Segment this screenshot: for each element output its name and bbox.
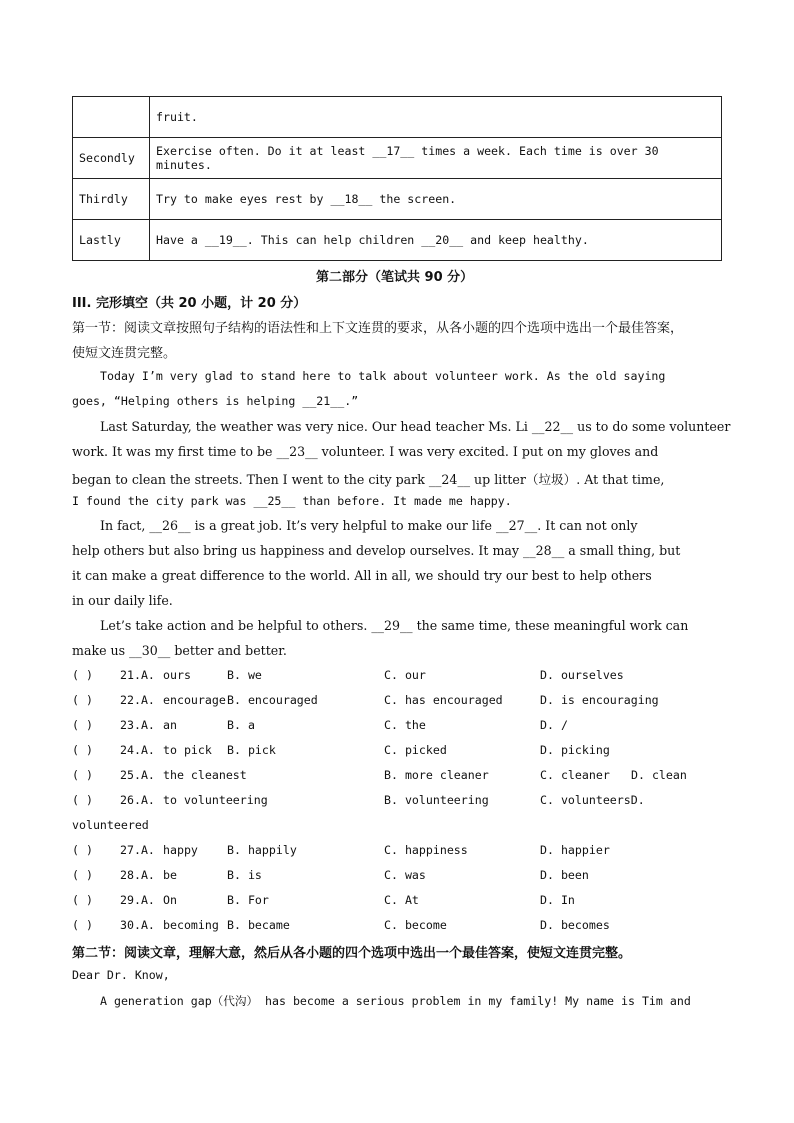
question-c: C. become [384, 918, 447, 932]
row-text: . This can help children [246, 233, 422, 247]
q26-wrap: volunteered [72, 818, 149, 832]
row-text: and keep healthy. [463, 233, 589, 247]
question-a: encourage [163, 693, 226, 707]
passage-line: Today I’m very glad to stand here to talk about volunteer work. As the old saying [100, 369, 666, 383]
blank-19: __19__ [204, 233, 247, 247]
question-b: B. a [227, 718, 255, 732]
rubric-table [72, 96, 722, 261]
question-paren: ( ) [72, 868, 93, 882]
row-text: Have a [156, 233, 205, 247]
letter-greeting: Dear Dr. Know, [72, 968, 170, 982]
row-text: the screen. [372, 192, 457, 206]
question-d: D. / [540, 718, 568, 732]
question-c: C. the [384, 718, 426, 732]
question-paren: ( ) [72, 793, 93, 807]
passage-line: help others but also bring us happiness and develop ourselves. It may __28__ a small thing, but [72, 543, 681, 558]
blank-18: __18__ [330, 192, 373, 206]
question-b: B. is [227, 868, 262, 882]
question-c: C. has encouraged [384, 693, 503, 707]
question-num: 23.A. [120, 718, 155, 732]
question-c: C. volunteersD. [540, 793, 645, 807]
section1-instruction: 第一节：阅读文章按照句子结构的语法性和上下文连贯的要求，从各小题的四个选项中选出一个最佳答案， [72, 321, 684, 336]
question-d: D. is encouraging [540, 693, 659, 707]
question-paren: ( ) [72, 668, 93, 682]
question-a: an [163, 718, 177, 732]
blank-20: __20__ [421, 233, 464, 247]
passage-line: I found the city park was __25__ than before. It made me happy. [72, 494, 512, 508]
row-label: Thirdly [73, 179, 150, 220]
passage-line: in our daily life. [72, 593, 173, 608]
question-c: C. picked [384, 743, 447, 757]
question-paren: ( ) [72, 843, 93, 857]
question-d: D. happier [540, 843, 610, 857]
row-label: Secondly [73, 138, 150, 179]
table-row [73, 179, 722, 220]
row-content [150, 179, 722, 220]
question-b: B. volunteering [384, 793, 489, 807]
passage-line: goes, “Helping others is helping __21__.” [72, 394, 359, 408]
passage-line: Last Saturday, the weather was very nice. Our head teacher Ms. Li __22__ us to do some volunteer [100, 419, 731, 434]
row-label [73, 97, 150, 138]
question-d: D. been [540, 868, 589, 882]
question-d: D. ourselves [540, 668, 624, 682]
row-text: fruit. [156, 110, 198, 124]
question-num: 30.A. [120, 918, 155, 932]
question-b: B. For [227, 893, 269, 907]
section3-title: III. 完形填空（共 20 小题，计 20 分） [72, 296, 307, 311]
question-a: be [163, 868, 177, 882]
question-paren: ( ) [72, 893, 93, 907]
question-a: to volunteering [163, 793, 268, 807]
question-num: 28.A. [120, 868, 155, 882]
question-b: B. became [227, 918, 290, 932]
passage-line: it can make a great difference to the world. All in all, we should try our best to help others [72, 568, 652, 583]
question-a: On [163, 893, 177, 907]
row-content [150, 138, 722, 179]
passage-line: In fact, __26__ is a great job. It’s very helpful to make our life __27__. It can not only [100, 518, 638, 533]
row-text: Try to make eyes rest by [156, 192, 331, 206]
blank-17: __17__ [372, 144, 415, 158]
question-a: the cleanest [163, 768, 247, 782]
question-c: C. happiness [384, 843, 468, 857]
question-num: 25.A. [120, 768, 155, 782]
question-c: C. cleaner [540, 768, 610, 782]
question-num: 27.A. [120, 843, 155, 857]
question-c: C. was [384, 868, 426, 882]
passage-line: make us __30__ better and better. [72, 643, 287, 658]
table-row [73, 220, 722, 261]
question-c: C. our [384, 668, 426, 682]
question-paren: ( ) [72, 743, 93, 757]
question-c: C. At [384, 893, 419, 907]
question-b: B. we [227, 668, 262, 682]
passage-line: began to clean the streets. Then I went to the city park __24__ up litter（垃圾）. At that time, [72, 472, 665, 487]
question-d: D. clean [631, 768, 687, 782]
question-paren: ( ) [72, 918, 93, 932]
section1-instruction-cont: 使短文连贯完整。 [72, 346, 177, 361]
passage-line: work. It was my first time to be __23__ volunteer. I was very excited. I put on my gloves and [72, 444, 659, 459]
section2-instruction: 第二节：阅读文章，理解大意，然后从各小题的四个选项中选出一个最佳答案，使短文连贯完整。 [72, 946, 632, 961]
row-content [150, 220, 722, 261]
row-content [150, 97, 722, 138]
letter-line: A generation gap（代沟） has become a serious problem in my family! My name is Tim and [100, 994, 691, 1008]
question-num: 21.A. [120, 668, 155, 682]
question-num: 26.A. [120, 793, 155, 807]
part2-title: 第二部分（笔试共 90 分） [316, 270, 474, 285]
question-num: 29.A. [120, 893, 155, 907]
question-paren: ( ) [72, 718, 93, 732]
table-row [73, 97, 722, 138]
question-d: D. In [540, 893, 575, 907]
question-a: happy [163, 843, 198, 857]
question-num: 24.A. [120, 743, 155, 757]
question-b: B. pick [227, 743, 276, 757]
question-a: becoming [163, 918, 219, 932]
row-label: Lastly [73, 220, 150, 261]
question-paren: ( ) [72, 693, 93, 707]
question-a: to pick [163, 743, 212, 757]
row-text: times a week. Each time is over 30 minutes. [156, 144, 659, 172]
question-paren: ( ) [72, 768, 93, 782]
question-d: D. becomes [540, 918, 610, 932]
question-b: B. more cleaner [384, 768, 489, 782]
row-text: Exercise often. Do it at least [156, 144, 373, 158]
question-num: 22.A. [120, 693, 155, 707]
passage-line: Let’s take action and be helpful to others. __29__ the same time, these meaningful work can [100, 618, 689, 633]
table-row [73, 138, 722, 179]
question-b: B. happily [227, 843, 297, 857]
question-a: ours [163, 668, 191, 682]
question-b: B. encouraged [227, 693, 318, 707]
question-d: D. picking [540, 743, 610, 757]
